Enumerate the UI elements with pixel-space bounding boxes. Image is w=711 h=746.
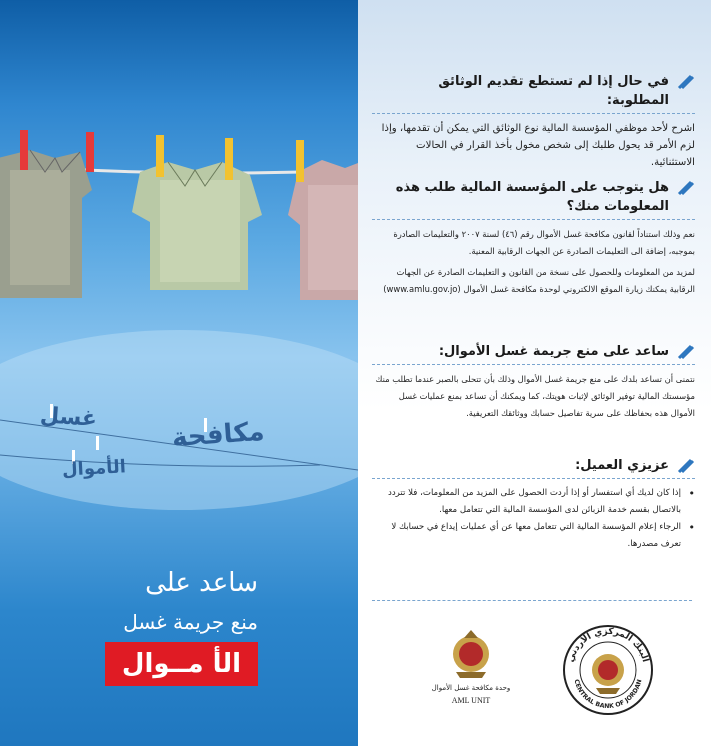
central-bank-seal-icon	[560, 622, 656, 718]
divider	[372, 600, 692, 601]
aml-unit-emblem-icon	[446, 628, 496, 682]
section-heading: في حال إذا لم تستطع تقديم الوثائق المطلوبة:	[372, 72, 695, 114]
slogan-banner: الأ مــوال	[105, 642, 258, 686]
red-pin	[20, 130, 28, 170]
clothespin-icon	[677, 342, 695, 360]
section-text: اشرح لأحد موظفي المؤسسة المالية نوع الوثائق التي يمكن أن تقدمها، وإذا لزم الأمر قد يحول طلبك إلى شخص مخول بأخذ القرار في الحالات الاستثنائية.	[381, 123, 695, 168]
slogan-line-2: منع جريمة غسل	[123, 610, 258, 634]
slogan-line-1: ساعد على	[145, 568, 258, 598]
bullet-list	[372, 485, 695, 553]
list-item: • إذا كان لديك أي استفسار أو إذا أردت الحصول على المزيد من المعلومات، فلا تتردد بالاتصال بقسم خدمة الزبائن لدى المؤسسة المالية التي تتعامل معها.	[372, 485, 695, 519]
section-heading: هل يتوجب على المؤسسة المالية طلب هذه المعلومات منك؟	[372, 178, 695, 220]
section-documents	[372, 72, 695, 171]
word-ghasl: غسل	[39, 403, 98, 432]
money-shirt-center	[132, 162, 262, 290]
word-mukafaha: مكافحة	[171, 416, 266, 454]
cbj-arabic: البنك المركزي الأردني	[565, 626, 651, 664]
money-shirt-left	[0, 150, 92, 298]
section-obligation	[372, 178, 695, 298]
section-text: لمزيد من المعلومات وللحصول على نسخة من القانون و التعليمات الصادرة عن الجهات الرقابية يمكنك زيارة الموقع الالكتروني لوحدة مكافحة غسل الأموال (www.amlu.gov.jo)	[383, 267, 695, 294]
section-text: نعم وذلك استناداً لقانون مكافحة غسل الأموال رقم (٤٦) لسنة ٢٠٠٧ والتعليمات الصادرة بموجبه، إضافة الى التعليمات الصادرة عن الجهات الرقابية المعنية.	[393, 229, 695, 256]
clothespin-icon	[677, 72, 695, 90]
section-text: نتمنى أن تساعد بلدك على منع جريمة غسل الأموال وذلك بأن تتحلى بالصبر عندما تطلب منك مؤسستك المالية توفير الوثائق لإثبات هويتك، كما ويمكنك أن تساعد بمنع عمليات غسل الأموال هذه بحفاظك على سرية تفاصيل حسابك ووثائقك التعريفية.	[375, 374, 695, 418]
word-alamwal: الأموال	[61, 456, 127, 481]
clothespin-icon	[677, 178, 695, 196]
section-dear-client	[372, 456, 695, 553]
section-heading: ساعد على منع جريمة غسل الأموال:	[372, 342, 695, 365]
aml-unit-english: AML UNIT	[451, 696, 491, 705]
list-item: • الرجاء إعلام المؤسسة المالية التي تتعامل معها عن أي عمليات إيداع في حسابك لا تعرف مصدرها.	[372, 519, 695, 553]
cbj-english: CENTRAL BANK OF JORDAN	[572, 678, 644, 711]
aml-unit-arabic: وحدة مكافحة غسل الأموال	[431, 684, 511, 692]
section-help-prevent	[372, 342, 695, 422]
clothespin-icon	[677, 456, 695, 474]
section-heading: عزيزي العميل:	[372, 456, 695, 479]
